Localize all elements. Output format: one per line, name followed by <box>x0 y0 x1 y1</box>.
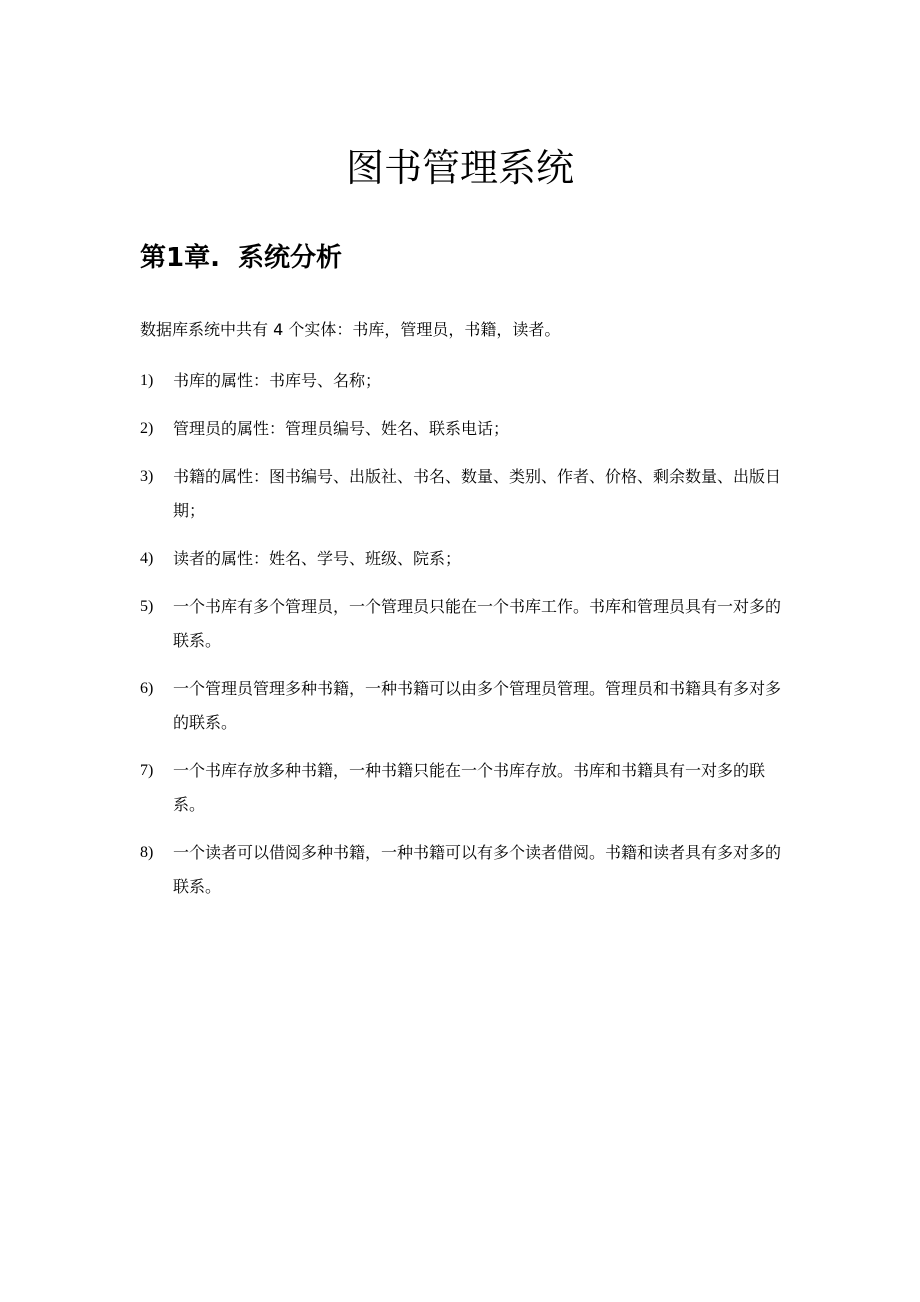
list-item-1 <box>140 364 782 398</box>
list-item-3 <box>140 460 782 528</box>
list-item-text: 读者的属性：姓名、学号、班级、院系； <box>173 549 462 568</box>
list-item-text: 书库的属性：书库号、名称； <box>173 371 382 390</box>
list-item-text: 管理员的属性：管理员编号、姓名、联系电话； <box>173 419 510 438</box>
list-marker: 6) <box>140 680 154 697</box>
list-item-4 <box>140 542 782 576</box>
list-item-text: 一个读者可以借阅多种书籍，一种书籍可以有多个读者借阅。书籍和读者具有多对多的联系。 <box>173 843 782 896</box>
list-marker: 5) <box>140 598 154 615</box>
list-marker: 7) <box>140 762 154 779</box>
list-marker: 2) <box>140 420 154 437</box>
list-item-6 <box>140 672 782 740</box>
list-item-8 <box>140 836 782 904</box>
list-item-text: 一个管理员管理多种书籍，一种书籍可以由多个管理员管理。管理员和书籍具有多对多的联系。 <box>173 679 782 732</box>
intro-paragraph: 数据库系统中共有 4 个实体：书库，管理员，书籍，读者。 <box>140 320 561 339</box>
list-item-text: 一个书库存放多种书籍，一种书籍只能在一个书库存放。书库和书籍具有一对多的联系。 <box>173 761 766 814</box>
list-marker: 1) <box>140 372 154 389</box>
list-marker: 3) <box>140 468 154 485</box>
chapter-heading <box>140 236 342 280</box>
list-item-5 <box>140 590 782 658</box>
attribute-list <box>140 364 782 918</box>
list-item-2 <box>140 412 782 446</box>
list-item-text: 一个书库有多个管理员，一个管理员只能在一个书库工作。书库和管理员具有一对多的联系。 <box>173 597 782 650</box>
document-title: 图书管理系统 <box>345 146 574 190</box>
list-item-text: 书籍的属性：图书编号、出版社、书名、数量、类别、作者、价格、剩余数量、出版日期； <box>173 467 782 520</box>
chapter-number: 第1章. <box>140 243 220 273</box>
list-marker: 8) <box>140 844 154 861</box>
chapter-title: 系统分析 <box>237 243 342 273</box>
list-marker: 4) <box>140 550 154 567</box>
list-item-7 <box>140 754 782 822</box>
